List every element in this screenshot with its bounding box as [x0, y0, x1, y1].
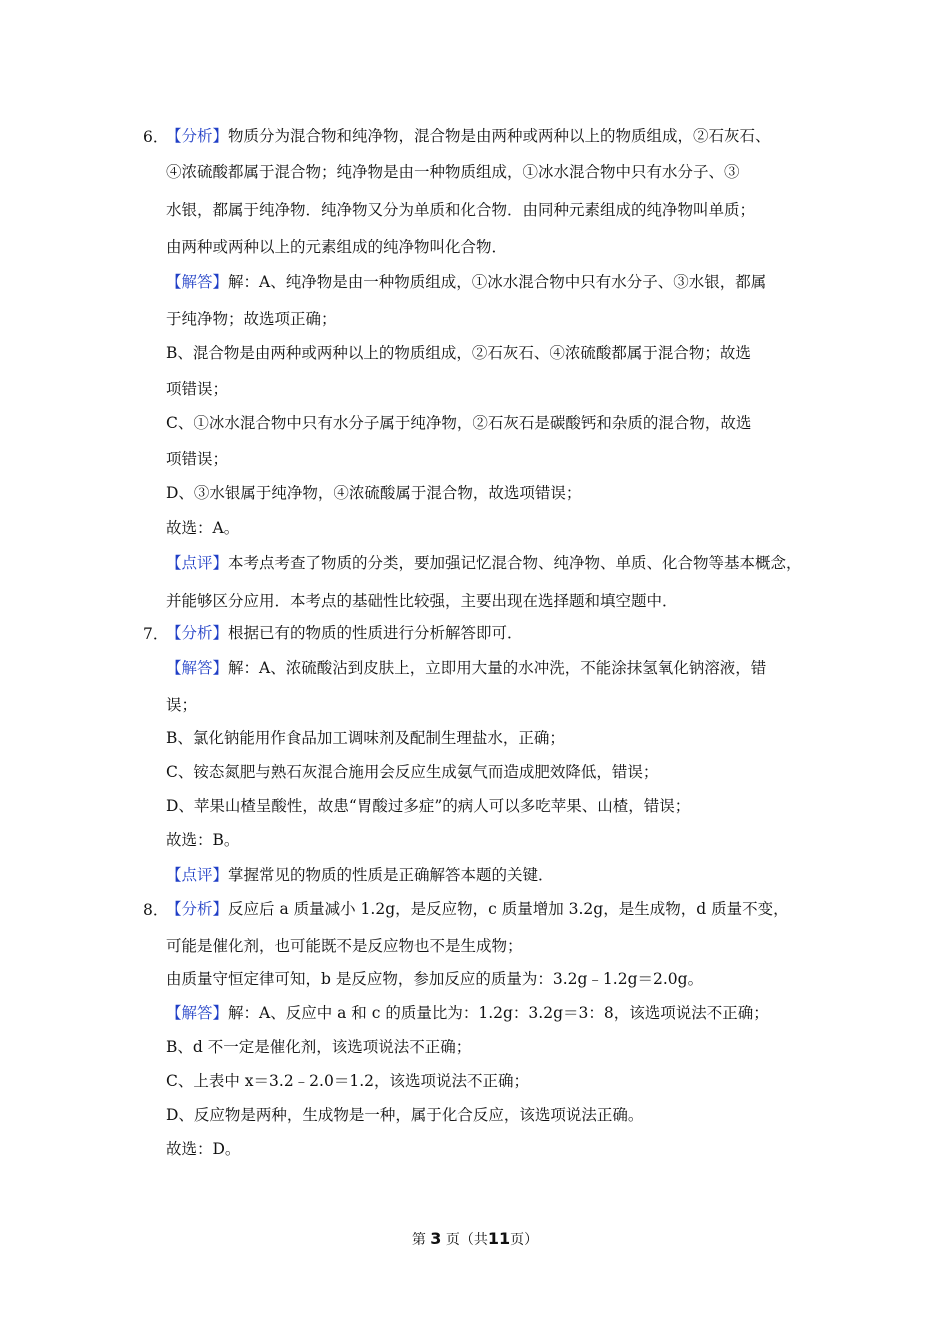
q8-answer-line-1: 【解答】解：A、反应中 a 和 c 的质量比为：1.2g：3.2g＝3：8，该选项说法不正确； [166, 1004, 769, 1022]
q6-answer-line-6: 项错误； [166, 450, 229, 468]
q8-analysis-line-3: 由质量守恒定律可知，b 是反应物，参加反应的质量为：3.2g﹣1.2g＝2.0g。 [166, 970, 704, 988]
q6-analysis-line-2: ④浓硫酸都属于混合物；纯净物是由一种物质组成，①冰水混合物中只有水分子、③ [166, 163, 740, 181]
q6-answer-line-5: C、①冰水混合物中只有水分子属于纯净物，②石灰石是碳酸钙和杂质的混合物，故选 [166, 414, 752, 432]
answer-tag: 【解答】 [166, 273, 229, 291]
q7-analysis-line-1: 【分析】根据已有的物质的性质进行分析解答即可． [166, 624, 523, 642]
q8-analysis-line-1: 【分析】反应后 a 质量减小 1.2g，是反应物，c 质量增加 3.2g，是生成物，d 质量不变， [166, 900, 789, 918]
page-footer: 第 3 页（共11页） [411, 1229, 539, 1248]
q6-analysis-line-4: 由两种或两种以上的元素组成的纯净物叫化合物． [166, 238, 508, 256]
q6-number: 6． [143, 128, 169, 146]
q7-number: 7． [143, 625, 169, 643]
total-page-count: 11 [487, 1229, 511, 1248]
q6-answer-line-2: 于纯净物；故选项正确； [166, 310, 337, 328]
q7-answer-line-2: 误； [166, 696, 198, 714]
q8-answer-line-3: C、上表中 x＝3.2﹣2.0＝1.2，该选项说法不正确； [166, 1072, 529, 1090]
q6-comment-line-1: 【点评】本考点考查了物质的分类，要加强记忆混合物、纯净物、单质、化合物等基本概念， [166, 554, 802, 572]
analysis-tag: 【分析】 [166, 624, 229, 642]
answer-tag: 【解答】 [166, 1004, 229, 1022]
q8-answer-line-4: D、反应物是两种，生成物是一种，属于化合反应，该选项说法正确。 [166, 1106, 644, 1124]
q7-answer-line-6: 故选：B。 [166, 831, 240, 849]
analysis-tag: 【分析】 [166, 127, 229, 145]
q8-answer-line-2: B、d 不一定是催化剂，该选项说法不正确； [166, 1038, 472, 1056]
q6-analysis-line-1: 【分析】物质分为混合物和纯净物，混合物是由两种或两种以上的物质组成，②石灰石、 [166, 127, 771, 145]
comment-tag: 【点评】 [166, 866, 229, 884]
q8-number: 8． [143, 901, 169, 919]
q7-answer-line-3: B、氯化钠能用作食品加工调味剂及配制生理盐水，正确； [166, 729, 565, 747]
q6-answer-line-3: B、混合物是由两种或两种以上的物质组成，②石灰石、④浓硫酸都属于混合物；故选 [166, 344, 751, 362]
q7-answer-line-5: D、苹果山楂呈酸性，故患“胃酸过多症”的病人可以多吃苹果、山楂，错误； [166, 797, 691, 815]
q6-analysis-line-3: 水银，都属于纯净物．纯净物又分为单质和化合物．由同种元素组成的纯净物叫单质； [166, 201, 756, 219]
q6-answer-line-8: 故选：A。 [166, 519, 240, 537]
q6-answer-line-4: 项错误； [166, 380, 229, 398]
q7-answer-line-1: 【解答】解：A、浓硫酸沾到皮肤上，立即用大量的水冲洗，不能涂抹氢氧化钠溶液，错 [166, 659, 767, 677]
q6-comment-line-2: 并能够区分应用．本考点的基础性比较强，主要出现在选择题和填空题中． [166, 592, 678, 610]
comment-tag: 【点评】 [166, 554, 229, 572]
q7-answer-line-4: C、铵态氮肥与熟石灰混合施用会反应生成氨气而造成肥效降低，错误； [166, 763, 659, 781]
analysis-tag: 【分析】 [166, 900, 229, 918]
current-page-number: 3 [430, 1229, 442, 1248]
q6-answer-line-7: D、③水银属于纯净物，④浓硫酸属于混合物，故选项错误； [166, 484, 582, 502]
q7-comment-line-1: 【点评】掌握常见的物质的性质是正确解答本题的关键． [166, 866, 554, 884]
q6-answer-line-1: 【解答】解：A、纯净物是由一种物质组成，①冰水混合物中只有水分子、③水银，都属 [166, 273, 767, 291]
answer-tag: 【解答】 [166, 659, 229, 677]
q8-analysis-line-2: 可能是催化剂，也可能既不是反应物也不是生成物； [166, 937, 523, 955]
q8-answer-line-5: 故选：D。 [166, 1140, 241, 1158]
